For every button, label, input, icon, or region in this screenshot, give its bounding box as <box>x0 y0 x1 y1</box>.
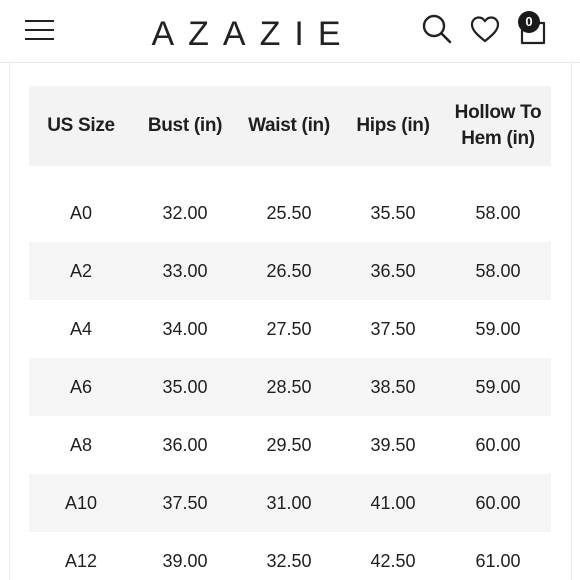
cell-size: A12 <box>64 550 98 571</box>
header-divider <box>0 62 580 63</box>
cell-hips: 36.50 <box>370 260 416 281</box>
content-border-left <box>9 63 10 580</box>
shopping-bag-icon[interactable] <box>516 12 550 46</box>
cell-hollow-to-hem: 61.00 <box>475 550 521 571</box>
cell-hips: 42.50 <box>370 550 416 571</box>
table-row <box>29 532 551 580</box>
cell-waist: 25.50 <box>266 202 312 223</box>
size-chart-table <box>29 86 551 580</box>
cell-hollow-to-hem: 58.00 <box>475 260 521 281</box>
cell-bust: 35.00 <box>162 376 208 397</box>
cell-hollow-to-hem: 59.00 <box>475 318 521 339</box>
table-row <box>29 474 551 532</box>
cell-hips: 39.50 <box>370 434 416 455</box>
cell-bust: 33.00 <box>162 260 208 281</box>
column-header-hollow-to-hem: Hollow To Hem (in) <box>454 102 542 149</box>
cell-waist: 28.50 <box>266 376 312 397</box>
cell-bust: 32.00 <box>162 202 208 223</box>
cell-hollow-to-hem: 59.00 <box>475 376 521 397</box>
cell-hips: 38.50 <box>370 376 416 397</box>
cell-waist: 32.50 <box>266 550 312 571</box>
cell-size: A0 <box>69 202 93 223</box>
cell-waist: 29.50 <box>266 434 312 455</box>
cell-size: A10 <box>64 492 98 513</box>
cell-waist: 31.00 <box>266 492 312 513</box>
table-row <box>29 416 551 474</box>
table-row <box>29 358 551 416</box>
cell-bust: 37.50 <box>162 492 208 513</box>
content-border-right <box>571 63 572 580</box>
cell-size: A6 <box>69 376 93 397</box>
site-header <box>0 0 580 62</box>
table-header-row <box>29 86 551 166</box>
cell-size: A4 <box>69 318 93 339</box>
column-header-waist: Waist (in) <box>248 115 330 136</box>
cell-bust: 39.00 <box>162 550 208 571</box>
cell-size: A2 <box>69 260 93 281</box>
cell-hips: 41.00 <box>370 492 416 513</box>
column-header-bust: Bust (in) <box>147 115 223 136</box>
heart-icon[interactable] <box>468 12 502 46</box>
cell-hips: 35.50 <box>370 202 416 223</box>
menu-icon-bar <box>25 29 54 31</box>
menu-icon-bar <box>25 38 54 40</box>
menu-icon-bar <box>25 20 54 22</box>
column-header-us-size: US Size <box>47 115 115 136</box>
cart-count-badge: 0 <box>518 11 540 33</box>
brand-logo[interactable]: AZAZIE <box>151 15 355 53</box>
cell-waist: 27.50 <box>266 318 312 339</box>
cell-hips: 37.50 <box>370 318 416 339</box>
cell-size: A8 <box>69 434 93 455</box>
search-icon[interactable] <box>420 12 454 46</box>
cell-bust: 34.00 <box>162 318 208 339</box>
cell-bust: 36.00 <box>162 434 208 455</box>
table-row <box>29 242 551 300</box>
cell-waist: 26.50 <box>266 260 312 281</box>
table-row <box>29 300 551 358</box>
cell-hollow-to-hem: 60.00 <box>475 434 521 455</box>
column-header-hips: Hips (in) <box>356 115 430 136</box>
table-row <box>29 166 551 242</box>
menu-icon[interactable] <box>25 18 55 42</box>
cell-hollow-to-hem: 58.00 <box>475 202 521 223</box>
cell-hollow-to-hem: 60.00 <box>475 492 521 513</box>
